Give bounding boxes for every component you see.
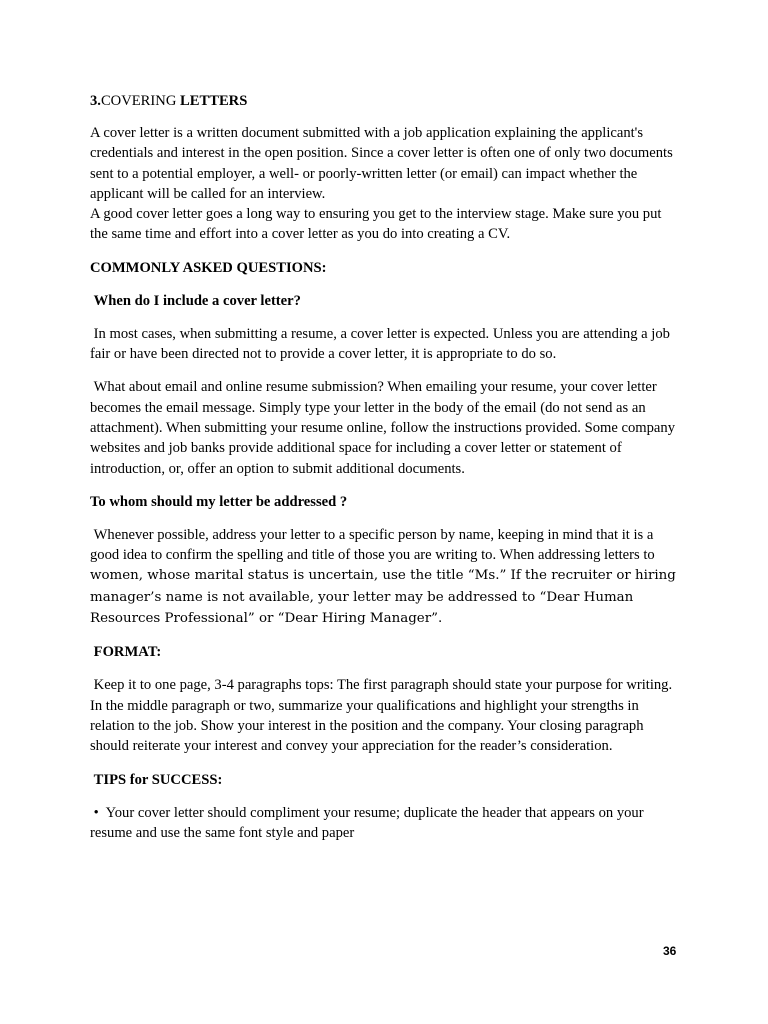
tips-item-1: [90, 803, 680, 844]
tips-heading-text: TIPS for SUCCESS:: [93, 771, 223, 788]
bullet-icon: •: [93, 804, 99, 821]
format-body-text: Keep it to one page, 3-4 paragraphs tops: The first paragraph should state your purpose for writing. In the middle paragraph or two, summarize your qualifications and highlight your strengths in relation to the job. Show your interest in the position and the company. Your closing paragraph should reiterate your interest and convey your appreciation for the reader’s consideration.: [90, 677, 673, 755]
answer-1b-text: What about email and online resume submission? When emailing your resume, your cover letter becomes the email message. Simply type your letter in the body of the email (do not send as an attachment). When submitting your resume online, follow the instructions provided. Some company websites and job banks provide additional space for including a cover letter or statement of introduction, or, offer an option to submit additional documents.: [90, 379, 675, 477]
answer-1b: [90, 377, 680, 478]
intro-paragraph-1: A cover letter is a written document submitted with a job application explaining the applicant's credentials and interest in the open position. Since a cover letter is often one of only two documents sent to a potential employer, a well- or poorly-written letter (or email) can impact whether the applicant will be called for an interview.: [90, 125, 673, 202]
question-1: [90, 291, 680, 311]
page-number: 36: [663, 944, 677, 958]
tips-heading: [90, 770, 680, 790]
answer-1-text: In most cases, when submitting a resume, a cover letter is expected. Unless you are attending a job fair or have been directed not to provide a cover letter, it is appropriate to do so.: [90, 325, 670, 363]
section-title-part1: COVERING: [100, 93, 177, 109]
format-heading: [90, 642, 680, 662]
tips-item-1-text: Your cover letter should compliment your resume; duplicate the header that appears on your resume and use the same font style and paper: [90, 804, 644, 841]
answer-1: [90, 324, 680, 365]
section-title-part2: LETTERS: [180, 93, 248, 109]
faq-heading: COMMONLY ASKED QUESTIONS:: [90, 259, 327, 276]
question-2: To whom should my letter be addressed ?: [90, 493, 348, 510]
document-page: [90, 91, 680, 843]
intro-paragraph-2: A good cover letter goes a long way to ensuring you get to the interview stage. Make sure you put the same time and effort into a cover letter as you do into creating a CV.: [90, 206, 662, 243]
answer-2-text-b: women, whose marital status is uncertain, use the title “Ms.” If the recruiter or hiring manager’s name is not available, your letter may be addressed to “Dear Human Resources Professional” or “Dear Hiring Manager”.: [90, 568, 676, 627]
answer-2-text-a: Whenever possible, address your letter to a specific person by name, keeping in mind that it is a good idea to confirm the spelling and title of those you are writing to. When addressing letters to: [90, 526, 655, 564]
format-body: [90, 675, 680, 756]
section-number: 3.: [90, 93, 101, 109]
answer-2: [90, 525, 680, 629]
format-heading-text: FORMAT:: [93, 644, 162, 661]
question-1-text: When do I include a cover letter?: [93, 292, 301, 309]
section-title: [90, 91, 680, 111]
